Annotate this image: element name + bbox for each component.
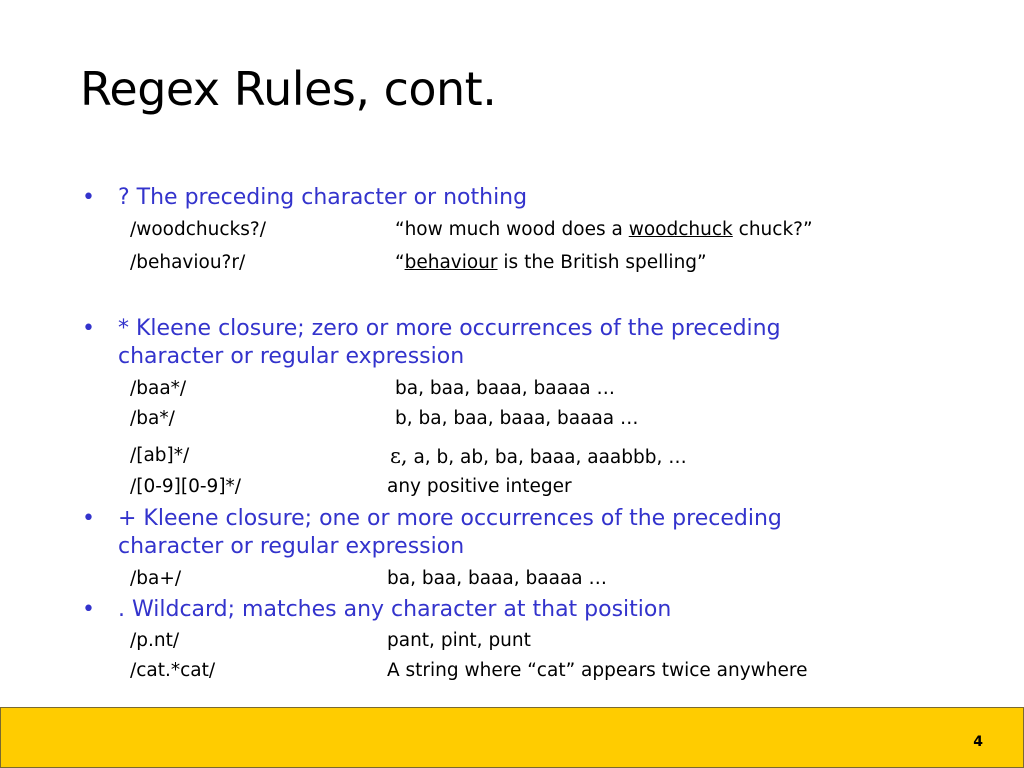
rule-optional-text: ? The preceding character or nothing xyxy=(118,185,528,210)
example-description: A string where “cat” appears twice anywhere xyxy=(387,660,808,681)
example-description: ba, baa, baaa, baaaa … xyxy=(387,568,608,589)
example-description: ε, a, b, ab, ba, baaa, aaabbb, … xyxy=(390,444,687,468)
slide-title: Regex Rules, cont. xyxy=(80,62,497,116)
example-description: any positive integer xyxy=(387,476,572,497)
bullet-marker: • xyxy=(82,597,95,622)
footer-bar xyxy=(0,707,1024,768)
example-pattern: /ba*/ xyxy=(130,408,175,429)
rule-kleene-plus-text-line1: + Kleene closure; one or more occurrences of the preceding xyxy=(118,506,782,531)
rule-kleene-star-text-line1: * Kleene closure; zero or more occurrences of the preceding xyxy=(118,316,781,341)
example-pattern: /behaviou?r/ xyxy=(130,252,246,273)
rule-wildcard-text: . Wildcard; matches any character at that position xyxy=(118,597,672,622)
example-description: b, ba, baa, baaa, baaaa … xyxy=(395,408,639,429)
bullet-marker: • xyxy=(82,316,95,341)
underlined-word: behaviour xyxy=(404,252,498,273)
example-pattern: /cat.*cat/ xyxy=(130,660,216,681)
example-pattern: /[ab]*/ xyxy=(130,445,190,466)
example-description: pant, pint, punt xyxy=(387,630,531,651)
example-description: “behaviour is the British spelling” xyxy=(395,252,707,273)
page-number: 4 xyxy=(973,734,983,750)
rule-kleene-star-text-line2: character or regular expression xyxy=(118,344,465,369)
bullet-marker: • xyxy=(82,185,95,210)
example-pattern: /baa*/ xyxy=(130,378,187,399)
bullet-marker: • xyxy=(82,506,95,531)
epsilon-symbol: ε, xyxy=(390,444,408,468)
underlined-word: woodchuck xyxy=(628,219,733,240)
rule-kleene-plus-text-line2: character or regular expression xyxy=(118,534,465,559)
example-pattern: /p.nt/ xyxy=(130,630,180,651)
example-pattern: /ba+/ xyxy=(130,568,182,589)
example-pattern: /woodchucks?/ xyxy=(130,219,266,240)
example-description: ba, baa, baaa, baaaa … xyxy=(395,378,616,399)
example-pattern: /[0-9][0-9]*/ xyxy=(130,476,242,497)
example-description: “how much wood does a woodchuck chuck?” xyxy=(395,219,813,240)
